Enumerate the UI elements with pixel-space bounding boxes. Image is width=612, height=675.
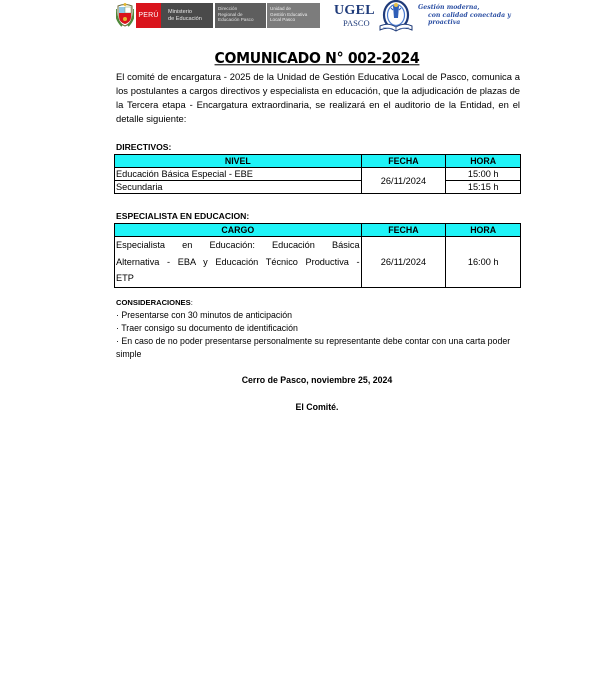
ugel-subtitle: PASCO [343,18,370,28]
peru-label: PERÚ [138,12,159,19]
peru-coat-of-arms-icon [116,3,134,27]
cell-fecha: 26/11/2024 [361,237,446,288]
list-item: · En caso de no poder presentarse personalmente su representante debe contar con una carta poder simple [116,336,511,359]
regional-label-line: Educación Pasco [218,17,254,23]
document-title: COMUNICADO N° 002-2024 [214,50,420,68]
table-header-row [115,155,521,168]
considerations-label [116,298,193,307]
especialista-label: ESPECIALISTA EN EDUCACION: [116,211,250,221]
slogan-line: con calidad conectada y proactiva [428,11,511,26]
regional-directorate-box [215,3,266,28]
unit-label-line: Local Pasco [270,17,296,23]
cell-nivel: Secundaria [115,181,362,194]
considerations-label-text: CONSIDERACIONES [116,298,191,307]
column-header-fecha: FECHA [361,224,446,237]
column-header-cargo: CARGO [115,224,362,237]
signature: El Comité. [295,402,339,412]
ministry-label-line: de Educación [168,15,202,22]
header-logos [0,0,612,40]
cargo-line: Alternativa - EBA y Educación Técnico Productiva - [116,256,360,267]
table-header-row [115,224,521,237]
list-item: · Traer consigo su documento de identificación [116,323,298,333]
directivos-label: DIRECTIVOS: [116,142,172,152]
cell-hora: 15:15 h [446,181,521,194]
cell-cargo [115,237,362,288]
cargo-line: ETP [116,273,134,283]
ministry-label-line: Ministerio [168,9,192,15]
table-row [115,168,521,181]
peru-brand-box [136,3,161,28]
place-and-date: Cerro de Pasco, noviembre 25, 2024 [241,375,393,385]
cell-hora: 16:00 h [446,237,521,288]
cell-hora: 15:00 h [446,168,521,181]
unit-label-line: Unidad de [270,6,291,11]
table-row [115,237,521,288]
cell-fecha: 26/11/2024 [361,168,446,194]
table-row [115,181,521,194]
ugel-title: UGEL [334,3,375,18]
ugel-slogan [418,4,526,24]
list-item: · Presentarse con 30 minutos de anticipación [116,310,293,320]
cargo-line: Especialista en Educación: Educación Básica [116,240,360,250]
ministry-brand-box [161,3,213,28]
ugel-pasco-logo [334,2,376,32]
unit-label-line: Gestión Educativa [270,11,308,17]
slogan-line: Gestión moderna, [418,4,480,11]
regional-label-line: Dirección [218,6,238,11]
column-header-hora: HORA [446,224,521,237]
ugel-emblem-icon [376,0,416,34]
column-header-hora: HORA [446,155,521,168]
local-unit-box [267,3,320,28]
directivos-table [114,154,521,194]
cell-nivel: Educación Básica Especial - EBE [115,168,362,181]
considerations-list [116,309,520,361]
column-header-nivel: NIVEL [115,155,362,168]
especialista-table [114,223,521,288]
regional-label-line: Regional de [218,11,243,17]
column-header-fecha: FECHA [361,155,446,168]
considerations-colon: : [190,298,193,307]
intro-paragraph: El comité de encargatura - 2025 de la Unidad de Gestión Educativa Local de Pasco, comunica a los postulantes a cargos directivos y especialista en educación, que la adjudicación de plazas de la Tercera etapa - Encargatura extraordinaria, se realizará en el auditorio de la Entidad, en el detalle siguiente: [116,71,520,124]
